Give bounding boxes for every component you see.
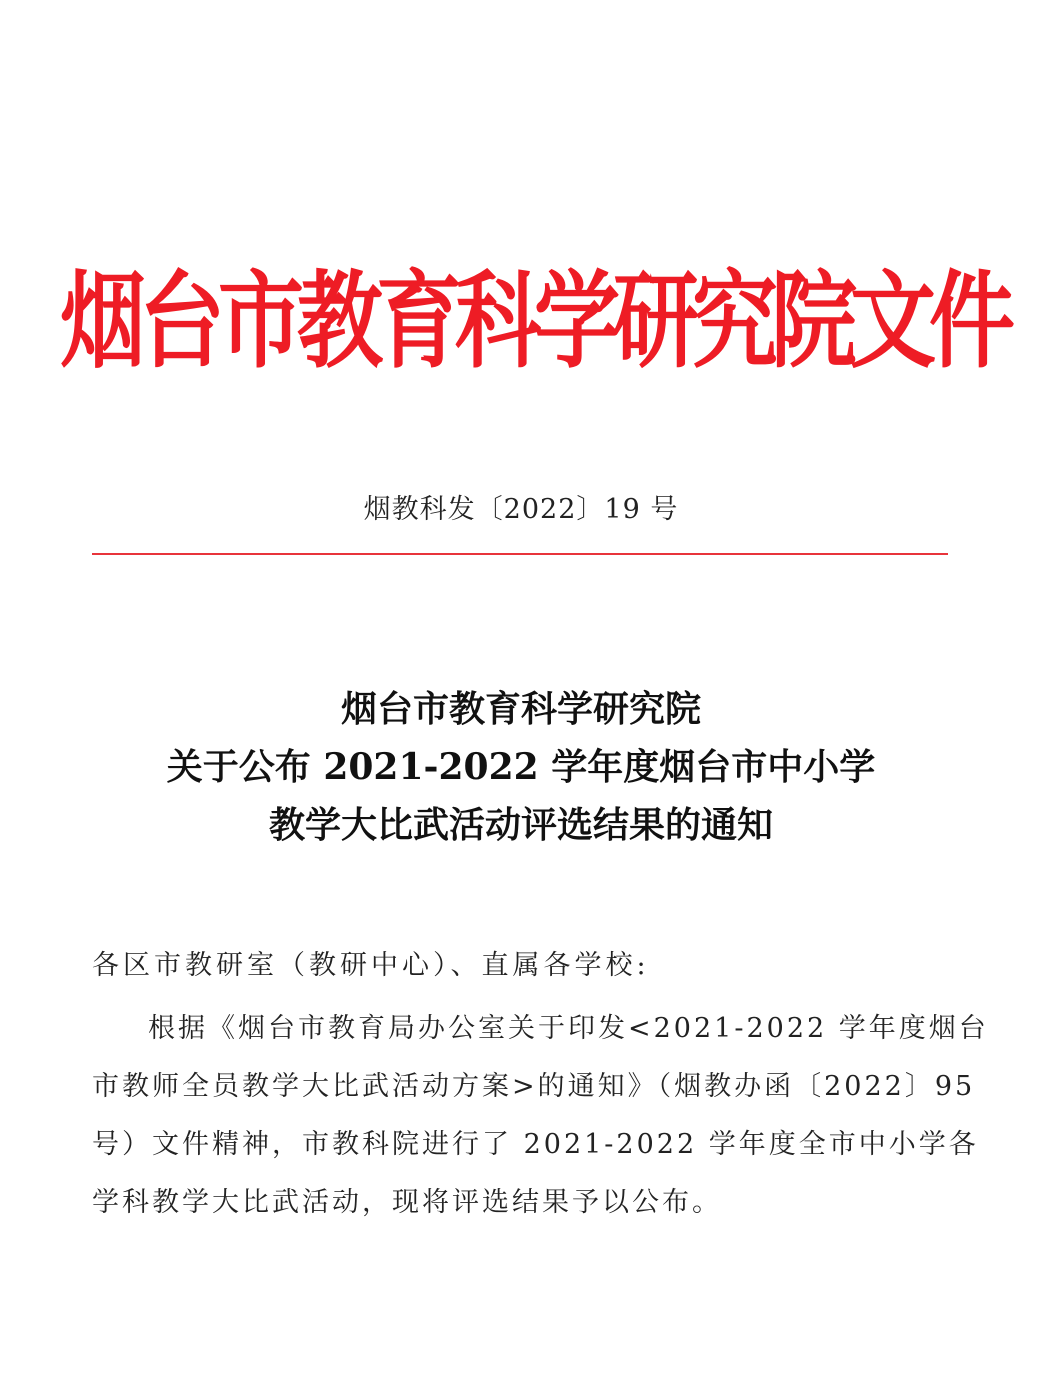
paragraph-line-2: 市教师全员教学大比武活动方案>的通知》（烟教办函〔2022〕95 [92,1071,976,1102]
body-paragraph [92,1000,989,1232]
paragraph-line-4: 学科教学大比武活动，现将评选结果予以公布。 [92,1187,722,1218]
document-number: 烟教科发〔2022〕19 号 [363,494,679,525]
header-divider [92,553,948,555]
notice-title-line-1: 烟台市教育科学研究院 [340,688,701,730]
notice-title-line-2: 关于公布 2021-2022 学年度烟台市中小学 [166,746,876,788]
salutation: 各区市教研室（教研中心）、直属各学校: [92,950,650,981]
paragraph-line-3: 号）文件精神，市教科院进行了 2021-2022 学年度全市中小学各 [92,1129,979,1160]
document-header-title: 烟台市教育科学研究院文件 [60,261,1008,383]
paragraph-line-1: 根据《烟台市教育局办公室关于印发<2021-2022 学年度烟台 [148,1013,989,1044]
notice-title [60,680,982,854]
notice-title-line-3: 教学大比武活动评选结果的通知 [268,804,773,846]
